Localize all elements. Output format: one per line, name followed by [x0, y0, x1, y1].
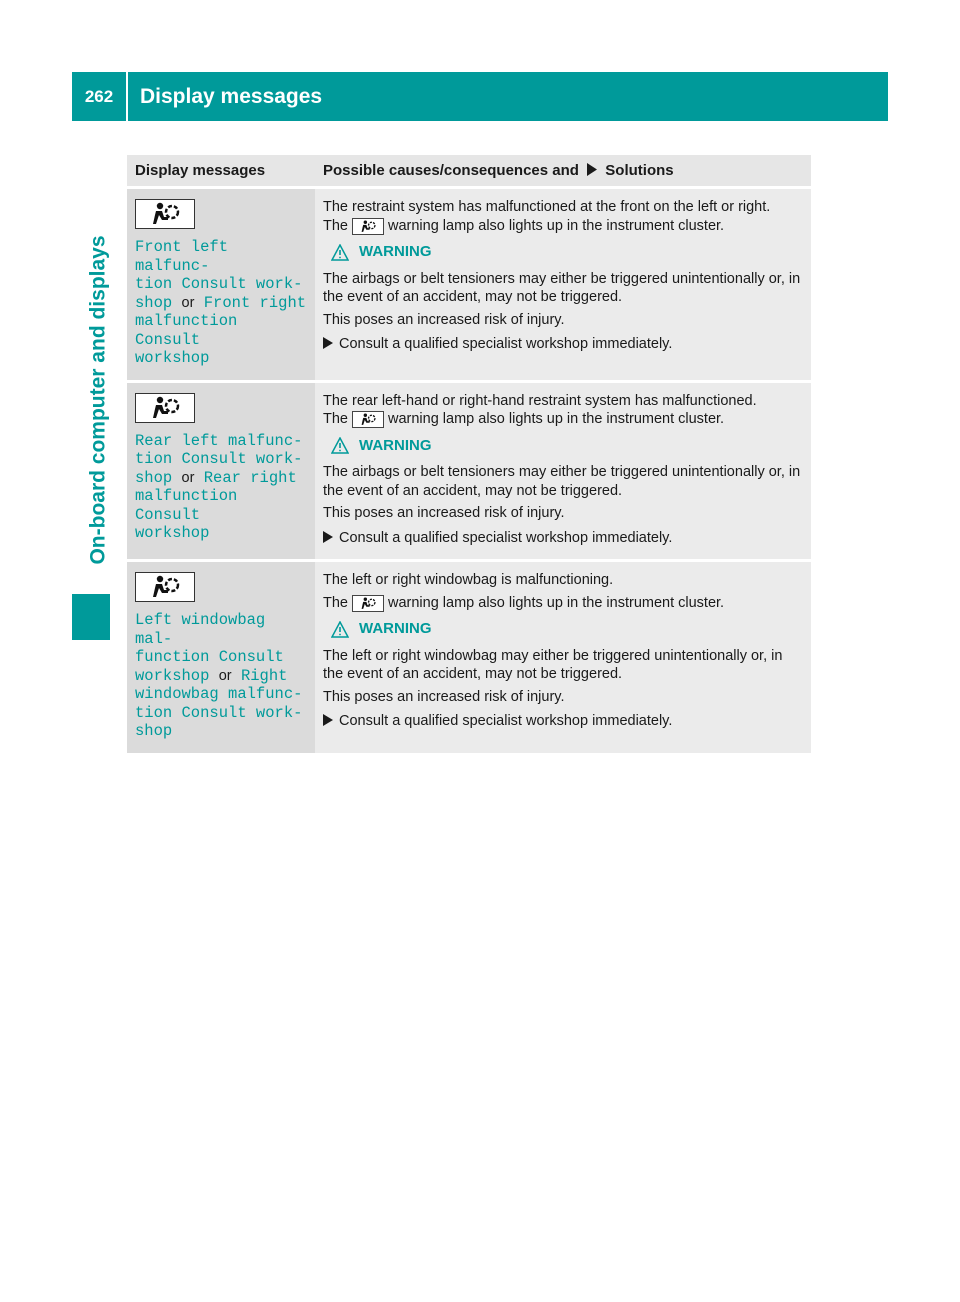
cause-text: warning lamp also lights up in the instrument cluster. — [388, 217, 725, 234]
cause-text: The — [323, 594, 348, 611]
message-text-line: windowbag malfunc- — [135, 685, 303, 703]
warning-triangle-icon — [331, 244, 349, 261]
airbag-warning-icon — [352, 218, 384, 235]
cause-text: The restraint system has malfunctioned at the front on the left or right. — [323, 199, 771, 215]
warning-label: WARNING — [359, 243, 432, 260]
risk-text: This poses an increased risk of injury. — [323, 311, 565, 328]
message-cell — [127, 381, 315, 561]
col-header-messages: Display messages — [127, 155, 315, 188]
message-text-line: malfunction Consult — [135, 487, 238, 524]
message-text-line: Front left malfunc- — [135, 238, 229, 275]
cause-text: The — [323, 411, 348, 427]
risk-text: This poses an increased risk of injury. — [323, 505, 565, 521]
airbag-warning-icon — [135, 199, 195, 229]
cause-text: The left or right windowbag is malfunctioning. — [323, 572, 614, 588]
page-title: Display messages — [128, 72, 888, 121]
airbag-warning-icon — [135, 393, 195, 423]
airbag-warning-icon — [352, 595, 384, 612]
airbag-warning-icon — [352, 411, 384, 428]
message-text-line: Right — [240, 666, 288, 685]
airbag-warning-icon — [135, 572, 195, 602]
or-text: or — [181, 469, 195, 486]
warning-label: WARNING — [359, 620, 432, 637]
warning-triangle-icon — [331, 437, 349, 454]
cause-text: warning lamp also lights up in the instrument cluster. — [388, 594, 725, 611]
or-text: or — [218, 667, 232, 684]
warning-triangle-icon — [331, 621, 349, 638]
cause-cell — [315, 381, 811, 561]
side-section-label — [84, 210, 114, 590]
warning-label: WARNING — [359, 436, 432, 454]
solution-text: Consult a qualified specialist workshop immediately. — [339, 336, 673, 352]
message-text-line: Left windowbag mal- — [135, 611, 266, 648]
col-header-solutions-text: Solutions — [605, 162, 674, 179]
warning-heading — [323, 620, 803, 639]
message-text-line: Rear left malfunc- — [135, 431, 303, 450]
message-cell — [127, 188, 315, 382]
table-header-row — [127, 155, 811, 188]
cause-cell — [315, 188, 811, 382]
message-text-line: shop — [135, 722, 173, 740]
table-row — [127, 381, 811, 561]
message-text-line: tion Consult work- — [135, 275, 303, 293]
or-text: or — [181, 294, 195, 311]
message-cell — [127, 561, 315, 755]
message-text-line: workshop — [135, 524, 210, 542]
cause-cell — [315, 561, 811, 755]
cause-text: warning lamp also lights up in the instrument cluster. — [388, 411, 725, 427]
solution-step — [323, 335, 803, 354]
page-number: 262 — [72, 72, 126, 121]
message-text-line: shop — [135, 293, 173, 312]
arrow-right-icon — [323, 531, 333, 543]
risk-text: This poses an increased risk of injury. — [323, 688, 565, 705]
side-section-text: On-board computer and displays — [87, 235, 110, 565]
message-text-line: workshop — [135, 666, 210, 685]
message-text-line: Front right — [203, 293, 307, 312]
col-header-causes — [315, 155, 811, 188]
message-text-line: Rear right — [203, 468, 297, 487]
arrow-right-icon — [586, 163, 598, 176]
arrow-right-icon — [323, 714, 333, 726]
solution-step — [323, 529, 803, 548]
message-text-line: tion Consult work- — [135, 703, 303, 722]
warning-text: The left or right windowbag may either be triggered unintentionally or, in the event of an accident, may not be triggered. — [323, 647, 783, 682]
message-text-line: function Consult — [135, 648, 284, 666]
warning-heading — [323, 243, 803, 262]
display-messages-table — [127, 155, 811, 756]
solution-text: Consult a qualified specialist workshop immediately. — [339, 713, 673, 729]
cause-text: The rear left-hand or right-hand restraint system has malfunctioned. — [323, 392, 757, 409]
solution-step — [323, 712, 803, 731]
side-tab-marker — [72, 594, 110, 640]
col-header-causes-text: Possible causes/consequences and — [323, 162, 579, 179]
arrow-right-icon — [323, 337, 333, 349]
table-row — [127, 561, 811, 755]
warning-text: The airbags or belt tensioners may either be triggered unintentionally or, in the event of an accident, may not be triggered. — [323, 464, 801, 499]
solution-text: Consult a qualified specialist workshop immediately. — [339, 529, 673, 546]
message-text-line: shop — [135, 468, 173, 487]
warning-heading — [323, 437, 803, 456]
warning-text: The airbags or belt tensioners may either be triggered unintentionally or, in the event of an accident, may not be triggered. — [323, 270, 801, 305]
message-text-line: workshop — [135, 349, 210, 367]
message-text-line: malfunction Consult — [135, 312, 238, 349]
table-row — [127, 188, 811, 382]
cause-text: The — [323, 217, 348, 234]
message-text-line: tion Consult work- — [135, 450, 303, 468]
